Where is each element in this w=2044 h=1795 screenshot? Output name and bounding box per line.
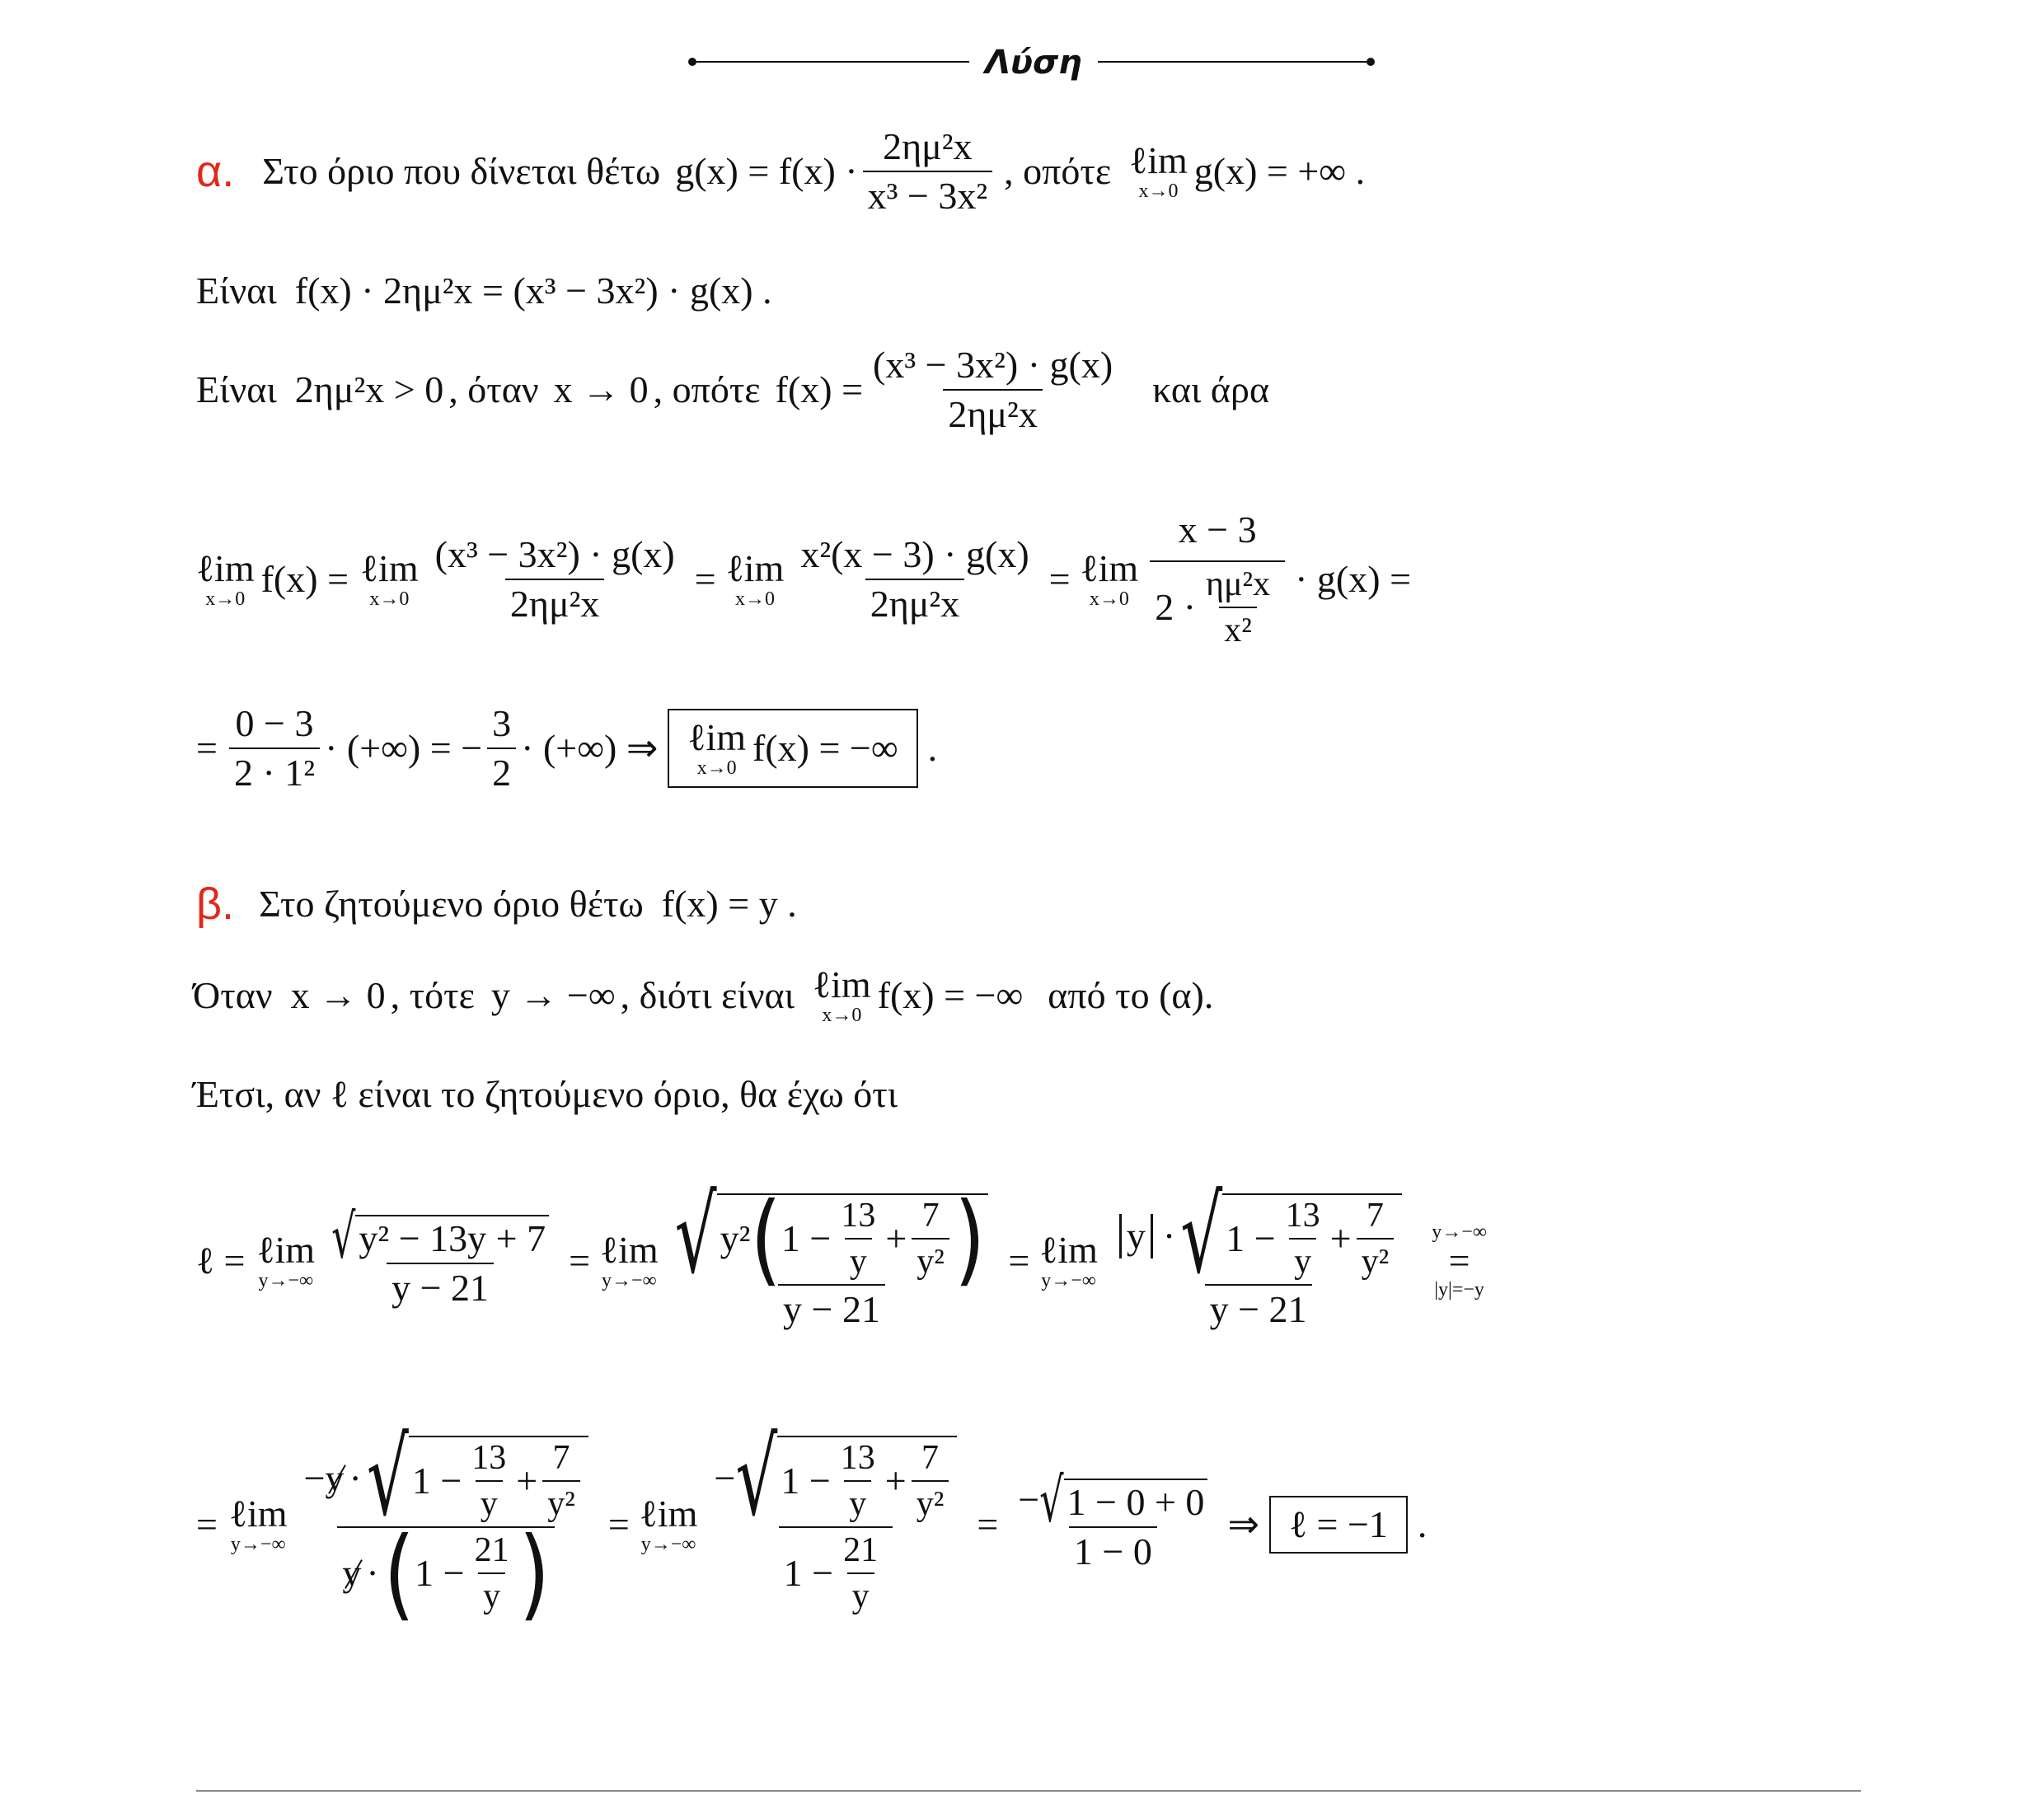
lim-sub: x→0 — [696, 757, 737, 779]
n13: 13 — [840, 1439, 875, 1477]
b5-fraction-3 — [1013, 1464, 1212, 1572]
a5-den-1: 2 · 1² — [229, 748, 320, 792]
cancel-y — [342, 1554, 361, 1592]
lim-word: ℓim — [256, 1229, 316, 1271]
a4-den-2: 2ημ²x — [865, 579, 965, 623]
abs-bar-right — [1151, 1214, 1153, 1258]
limit — [229, 1495, 288, 1554]
note-bot: |y|=−y — [1434, 1279, 1484, 1301]
lim-sub: y→−∞ — [1041, 1270, 1096, 1291]
result-box-b — [1269, 1496, 1408, 1554]
b-line-1 — [196, 879, 797, 929]
b-line-4: ℓ = ℓim y→−∞ √ y² − 13y + 7 y − 21 = ℓim y→−∞ √ y² ( 1 − $\frac{13}{y}$ + $\frac{7}{\text{y²}}$ ) y − 21 = ℓim y→−∞ y · √ 1 − $\frac{13}{y}$ + $\frac{7}{\text{y²}}$ y − 21 y→−∞ = |y|=−y — [196, 1154, 1487, 1368]
paren-group — [383, 1516, 551, 1631]
b4-den-2: y − 21 — [778, 1284, 885, 1329]
b4-1m: 1 − — [1226, 1217, 1276, 1259]
dot: · — [1162, 1215, 1176, 1257]
n13: 13 — [841, 1197, 876, 1235]
lim-sub: x→0 — [1138, 180, 1179, 202]
note-eq: = — [1448, 1240, 1470, 1282]
a1-limit — [1129, 139, 1188, 202]
sqrt-icon: √ — [1180, 1174, 1223, 1297]
dy: y — [478, 1572, 505, 1614]
a-line-1 — [196, 125, 1366, 217]
limit — [256, 1231, 315, 1291]
b-line-5: = ℓim y→−∞ − y · √ 1 − $\frac{13}{y}$ + $\frac{7}{\text{y²}}$ y · ( 1 − $\frac{21}{y}$ ) = ℓim y→−∞ − √ 1 − $\frac{13}{y}$ + $\frac{7}{\text{y²}}$ 1 − $\frac{21}{y}$ = − √ 1 − 0 + 0 1 − 0 ⇒ ℓ = −1 . — [196, 1401, 1427, 1648]
sqrt-body — [409, 1436, 588, 1521]
a4-f: f(x) = — [260, 558, 349, 600]
implies-arrow: ⇒ — [1227, 1503, 1259, 1545]
b5-fraction-2 — [709, 1416, 962, 1615]
plus: + — [516, 1460, 538, 1502]
title-dot-right — [1367, 58, 1375, 66]
lim-word: ℓim — [196, 547, 255, 589]
lim-word: ℓim — [1129, 139, 1188, 181]
b5-num-1 — [299, 1416, 593, 1540]
frac — [470, 1533, 514, 1614]
n21: 21 — [843, 1531, 879, 1569]
sqrt-icon: √ — [331, 1200, 356, 1272]
n7: 7 — [1366, 1197, 1384, 1235]
a4-num-3: x − 3 — [1178, 509, 1257, 551]
a4-den3-a: 2 · — [1155, 586, 1197, 628]
a3-d: , οπότε — [653, 368, 761, 410]
n13: 13 — [471, 1439, 507, 1477]
title-rule-right — [1098, 61, 1370, 63]
dy: y — [476, 1480, 503, 1521]
lim-sub: x→0 — [735, 588, 775, 610]
sqrt-icon: √ — [366, 1416, 409, 1540]
b4-num-2 — [670, 1174, 994, 1297]
dy: y — [845, 1238, 872, 1279]
lim-sub: x→0 — [1089, 588, 1129, 610]
lim-word: ℓim — [639, 1493, 698, 1535]
a4-fraction-3 — [1150, 511, 1285, 648]
b1-eq: f(x) = y . — [661, 883, 797, 925]
a5-num-2: 3 — [492, 702, 512, 744]
a5-mid-1: · (+∞) = − — [325, 727, 483, 769]
dy: y — [844, 1480, 871, 1521]
lim-word: ℓim — [360, 547, 419, 589]
lim-sub: x→0 — [822, 1005, 862, 1026]
a2-text: Είναι — [196, 269, 277, 312]
title-header — [692, 44, 1352, 82]
a5-fraction-1 — [229, 702, 320, 794]
n21: 21 — [474, 1531, 509, 1569]
b4-y2: y² — [720, 1217, 751, 1259]
lim-sub: y→−∞ — [258, 1270, 314, 1291]
a4-fraction-1 — [430, 533, 680, 625]
a1-mid: , οπότε — [1004, 150, 1112, 192]
a2-eq: f(x) · 2ημ²x = (x³ − 3x²) · g(x) . — [294, 269, 772, 312]
b4-fraction-1 — [326, 1200, 554, 1309]
b4-num-1 — [326, 1200, 554, 1272]
sqrt — [1180, 1174, 1402, 1297]
frac — [1281, 1198, 1325, 1279]
paren-left: ( — [750, 1181, 781, 1296]
result-box-a — [668, 709, 917, 788]
title: Λύση — [985, 44, 1082, 82]
frac — [912, 1198, 949, 1279]
dy2: y² — [1357, 1238, 1395, 1279]
a4-inner-fraction — [1201, 567, 1275, 648]
b2-d: y → −∞ — [490, 974, 616, 1016]
b-line-3: Έτσι, αν ℓ είναι το ζητούμενο όριο, θα έχω ότι — [193, 1073, 898, 1115]
dy: y — [1289, 1238, 1316, 1279]
limit — [813, 963, 871, 1026]
sqrt — [366, 1416, 588, 1540]
b2-g: από το (α). — [1048, 974, 1214, 1016]
plus: + — [1329, 1217, 1352, 1259]
a4-num-1: (x³ − 3x²) · g(x) — [434, 533, 675, 575]
a3-num: (x³ − 3x²) · g(x) — [873, 344, 1113, 386]
frac — [836, 1198, 880, 1279]
b5-box-text: ℓ = −1 — [1288, 1503, 1388, 1545]
paren-left: ( — [383, 1516, 415, 1631]
b5-1m: 1 − — [415, 1552, 465, 1594]
n7: 7 — [921, 1197, 940, 1235]
paren-right: ) — [518, 1516, 551, 1631]
a3-b: , όταν — [448, 368, 539, 410]
frac — [466, 1441, 511, 1521]
b4-fraction-2 — [670, 1174, 994, 1330]
b4-den-3: y − 21 — [1205, 1284, 1312, 1329]
limit — [640, 1495, 698, 1554]
b2-f: f(x) = −∞ — [877, 974, 1024, 1016]
b-line-2 — [193, 963, 1214, 1026]
dy2: y² — [912, 1480, 949, 1521]
sqrt — [735, 1416, 957, 1540]
bottom-rule — [196, 1790, 1861, 1792]
sqrt — [331, 1200, 549, 1272]
n7: 7 — [552, 1439, 570, 1477]
a5-num-1: 0 − 3 — [235, 702, 314, 744]
a4-num-2: x²(x − 3) · g(x) — [800, 533, 1029, 575]
sqrt — [674, 1174, 989, 1297]
limit — [1080, 547, 1139, 610]
a1-text: Στο όριο που δίνεται θέτω — [262, 150, 661, 192]
sqrt-body — [1222, 1193, 1402, 1279]
a1-end: g(x) = +∞ . — [1193, 150, 1366, 192]
minus: − — [714, 1457, 736, 1499]
sqrt-icon: √ — [1039, 1464, 1064, 1536]
lim-sub: x→0 — [205, 588, 246, 610]
sqrt-body — [717, 1181, 989, 1296]
a5-den-2: 2 — [487, 748, 516, 792]
lim-sub: y→−∞ — [230, 1534, 286, 1555]
part-a-marker: α. — [196, 147, 235, 196]
a3-text: Είναι — [196, 368, 277, 410]
a5-end: . — [927, 727, 938, 769]
limit — [725, 547, 785, 610]
b5-num-2 — [709, 1416, 962, 1540]
title-rule-left — [692, 61, 969, 63]
b2-b: x → 0 — [290, 974, 386, 1016]
b4-r1: y² − 13y + 7 — [355, 1215, 549, 1258]
b4-1m: 1 − — [781, 1217, 832, 1259]
sqrt-icon: √ — [735, 1416, 778, 1540]
sqrt-body — [777, 1436, 957, 1521]
a1-den: x³ − 3x² — [863, 171, 993, 215]
dy: y — [847, 1572, 874, 1614]
minus: − — [303, 1457, 326, 1499]
a1-num: 2ημ²x — [883, 125, 973, 167]
limit — [687, 716, 746, 779]
paren-group — [750, 1181, 986, 1296]
b2-e: , διότι είναι — [620, 974, 795, 1016]
frac — [836, 1441, 880, 1521]
lim-sub: y→−∞ — [602, 1270, 657, 1291]
n13: 13 — [1285, 1197, 1320, 1235]
frac — [542, 1441, 580, 1521]
lim-word: ℓim — [600, 1229, 659, 1271]
plus: + — [884, 1460, 907, 1502]
a4-end: · g(x) = — [1295, 558, 1412, 600]
b5-r4-num: 1 − 0 + 0 — [1064, 1479, 1208, 1521]
b4-num-3 — [1109, 1174, 1407, 1297]
n7: 7 — [921, 1439, 940, 1477]
limit — [360, 547, 419, 610]
a3-end: και άρα — [1152, 368, 1270, 410]
frac — [912, 1441, 949, 1521]
minus: − — [1018, 1479, 1040, 1521]
lim-word: ℓim — [1080, 547, 1139, 589]
a-line-2 — [196, 269, 772, 312]
limit — [600, 1231, 659, 1291]
a3-den: 2ημ²x — [943, 389, 1043, 434]
a3-a: 2ημ²x > 0 — [294, 368, 444, 410]
b4-fraction-3 — [1109, 1174, 1407, 1330]
frac — [1357, 1198, 1395, 1279]
frac — [838, 1533, 883, 1614]
lim-word: ℓim — [813, 963, 871, 1005]
limit — [1039, 1231, 1098, 1291]
plus: + — [885, 1217, 907, 1259]
b4-over-note — [1432, 1222, 1487, 1300]
a-line-5: = $\frac{0 - 3}{\text{2 · 1²}}$ · (+∞) = − $\frac{3}{2}$ · (+∞) ⇒ ℓim x→0 f(x) = −∞ . — [196, 702, 938, 794]
b5-1m: 1 − — [781, 1460, 831, 1502]
a5-box-text: f(x) = −∞ — [752, 727, 898, 769]
a3-fraction — [868, 346, 1118, 434]
limit — [196, 547, 255, 610]
lim-word: ℓim — [725, 547, 785, 589]
lim-word: ℓim — [1039, 1229, 1098, 1271]
a5-fraction-2 — [487, 702, 516, 794]
dot: · — [366, 1552, 379, 1594]
lim-sub: x→0 — [369, 588, 410, 610]
a4-den3-den: x² — [1219, 607, 1257, 648]
b4-yabs: y — [1126, 1215, 1146, 1257]
lim-word: ℓim — [228, 1493, 288, 1535]
b1-text: Στο ζητούμενο όριο θέτω — [259, 883, 644, 925]
a4-den3-num: ημ²x — [1206, 565, 1271, 603]
lim-sub: y→−∞ — [640, 1534, 696, 1555]
b5-den-3: 1 − 0 — [1069, 1526, 1157, 1571]
cancel-y — [325, 1457, 345, 1499]
dot: · — [349, 1457, 362, 1499]
a-line-3 — [196, 346, 1269, 434]
a3-e: f(x) = — [775, 368, 864, 410]
b2-a: Όταν — [193, 974, 273, 1016]
dy: y — [325, 1457, 345, 1499]
b5-end: . — [1417, 1503, 1428, 1545]
paren-right: ) — [954, 1181, 986, 1296]
b5-den-2 — [779, 1526, 893, 1614]
a3-c: x → 0 — [553, 368, 649, 410]
b2-c: , τότε — [390, 974, 475, 1016]
b4-leq: ℓ = — [196, 1240, 246, 1282]
b5-1m: 1 − — [411, 1460, 462, 1502]
a1-gx: g(x) = f(x) · — [675, 150, 858, 192]
b5-fraction-1 — [299, 1416, 593, 1631]
a-line-4: ℓim x→0 f(x) = ℓim x→0 $\frac{\text{(x³ − 3x²) · g(x)}}{\text{2ημ²x}}$ = ℓim x→0 $\frac{\text{x²(x − 3) · g(x)}}{\text{2ημ²x}}$ = ℓim x→0 x − 3 2 · $\frac{\text{ημ²x}}{\text{x²}}$ · g(x) = — [196, 509, 1412, 649]
b4-den-1: y − 21 — [387, 1263, 494, 1307]
part-b-marker: β. — [196, 879, 235, 929]
lim-word: ℓim — [687, 716, 746, 758]
title-dot-left — [688, 58, 696, 66]
dy2: y² — [542, 1480, 580, 1521]
a4-fraction-2 — [795, 533, 1034, 625]
sqrt — [1039, 1464, 1207, 1536]
abs-bar-left — [1119, 1214, 1122, 1258]
b5-num-3 — [1013, 1464, 1212, 1536]
a5-mid-2: · (+∞) ⇒ — [521, 727, 659, 769]
a4-den-1: 2ημ²x — [505, 579, 605, 623]
a1-fraction — [863, 125, 993, 217]
sqrt-icon: √ — [674, 1174, 717, 1297]
b5-1m: 1 − — [783, 1552, 834, 1594]
note-top: y→−∞ — [1432, 1221, 1487, 1243]
dy: y — [342, 1552, 362, 1594]
a4-den-3 — [1150, 560, 1285, 648]
dy2: y² — [912, 1238, 949, 1279]
